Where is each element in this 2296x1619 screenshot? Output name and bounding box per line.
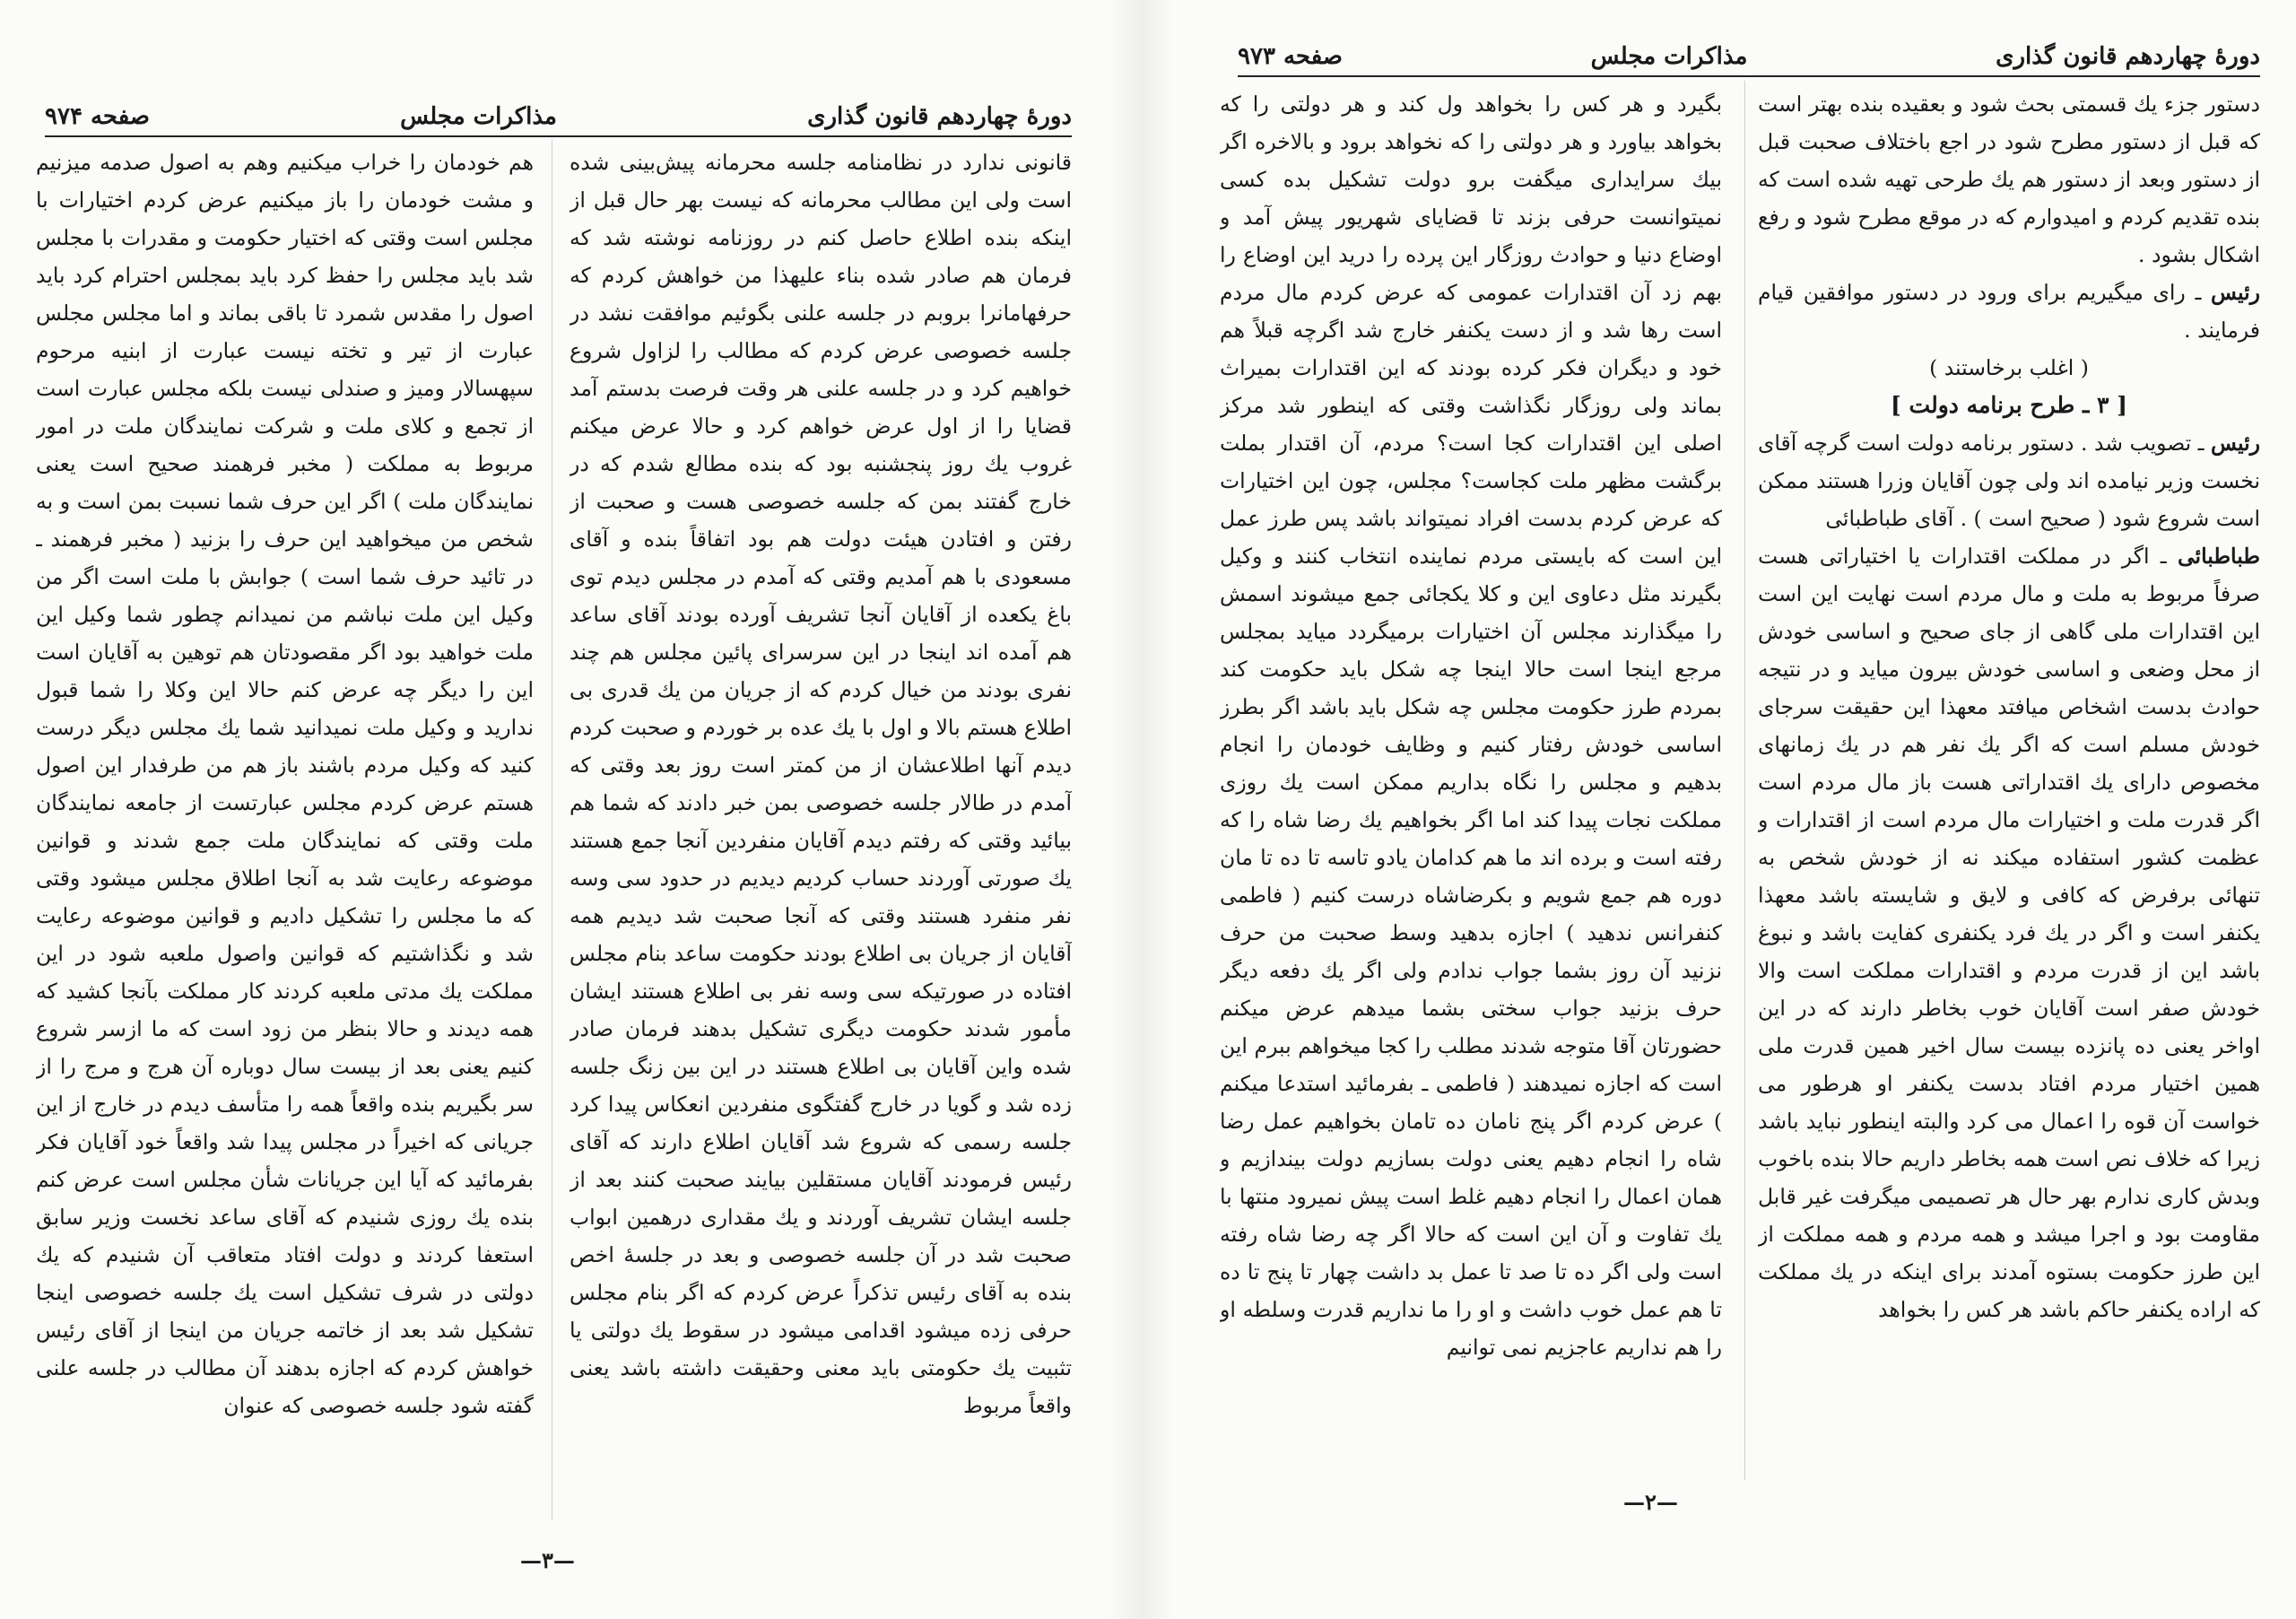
page-header — [45, 76, 1072, 130]
paragraph: بگیرد و هر کس را بخواهد ول کند و هر دولتی را که بخواهد بیاورد و هر دولتی را که نخواهد برود و بالاخره اگر بیك سرایداری میگفت برو دولت تشکیل بده کسی نمیتوانست حرفی بزند تا قضایای شهریور پیش آمد و اوضاع دنیا و حوادث روزگار این پرده را درید این اوضاع را بهم زد آن اقتدارات عمومی که عرض کردم مال مردم است رها شد و از دست یکنفر خارج شد اگرچه قبلاً هم خود و دیگران فکر کرده بودند که این اقتدارات بمیراث بماند ولی روزگار نگذاشت وقتی که اینطور شد مرکز اصلی این اقتدارات کجا است؟ مردم، آن اقتدار بملت برگشت مظهر ملت کجاست؟ مجلس، چون این اختیارات که عرض کردم بدست افراد نمیتواند باشد پس طرز عمل این است که بایستی مردم نماینده انتخاب کنند و وکیل بگیرند مثل دعاوی این و کلا یکجائی جمع میشوند اسمش را میگذارند مجلس آن اختیارات برمیگردد میاید بمجلس مرجع اینجا است حالا اینجا چه شکل باید حکومت کند بمردم طرز حکومت مجلس چه شکل باید باشد اگر بطرز اساسی خودش رفتار کنیم و وظایف خودمان را انجام بدهیم و مجلس را نگاه بداریم ممکن است یك روزی مملکت نجات پیدا کند اما اگر بخواهیم یك رضا شاه را که رفته است و برده اند ما هم کدامان یادو تاسه تا ده تا مان دوره هم جمع شویم و بکرضاشاه درست کنیم ( فاطمی کنفرانس ندهید ) اجازه بدهید وسط صحبت من حرف نزنید آن روز بشما جواب ندادم ولی اگر یك دفعه دیگر حرف بزنید جواب سختی بشما میدهم عرض میکنم حضورتان آقا متوجه شدند مطلب را کجا میخواهم ببرم این است که اجازه نمیدهند ( فاطمی ـ بفرمائید استدعا میکنم ) عرض کردم اگر پنج نامان ده تامان بخواهیم عمل رضا شاه را انجام دهیم یعنی دولت بسازیم دولت بیندازیم و همان اعمال را انجام دهیم غلط است پیش نمیرود منتها با یك تفاوت و آن این است که حالا اگر چه رضا شاه رفته است ولی اگر ده تا صد تا عمل بد داشت چهار تا پنج تا ده تا هم عمل خوب داشت و او را ما نداریم قدرت وسلطه او را هم نداریم عاجزیم نمی توانیم — [1220, 91, 1722, 1360]
header-rule — [1238, 75, 2260, 77]
paragraph: دستور جزء یك قسمتی بحث شود و بعقیده بنده بهتر است که قبل از دستور مطرح شود در اجع باختلاف صحبت قبل از دستور وبعد از دستور هم یك طرحی تهیه شده است که بنده تقدیم کردم و امیدوارم که در موقع مطرح شود و رفع اشکال بشود . — [1758, 91, 2260, 267]
speaker-name: رئیس — [2211, 280, 2260, 305]
text-column-right — [1758, 85, 2260, 1471]
page-folio: —۲— — [1623, 1489, 1678, 1515]
page-973 — [1175, 0, 2296, 1619]
vote-paragraph — [1758, 274, 2260, 349]
page-974 — [0, 0, 1108, 1619]
page-number: صفحه ۹۷۳ — [1238, 43, 1343, 70]
page-number: صفحه ۹۷۴ — [45, 103, 150, 130]
paragraph: قانونی ندارد در نظامنامه جلسه محرمانه پیش‌بینی شده است ولی این مطالب محرمانه که نیست بهر حال قبل از اینکه بنده اطلاع حاصل کنم در روزنامه نوشته شد که فرمان هم صادر شده بناء علیهذا من خواهش کردم که حرفهامانرا بروبم در جلسه علنی بگوئیم موافقت نشد در جلسه خصوصی عرض کردم که مطالب را لزاول شروع خواهیم کرد و در جلسه علنی هر وقت فرصت بدستم آمد قضایا را از اول عرض خواهم کرد و حالا عرض میکنم غروب یك روز پنجشنبه بود که بنده مطالع شدم که در خارج گفتند بمن که جلسه خصوصی هست و صحبت از رفتن و افتادن هیئت دولت هم بود اتفاقاً بنده و آقای مسعودی با هم آمدیم وقتی که آمدم در مجلس دیدم توی باغ یکعده از آقایان آنجا تشریف آورده بودند آقای ساعد هم آمده اند اینجا در این سرسرای پائین مجلس هم چند نفری بودند من خیال کردم که از جریان من یك قدری بی اطلاع هستم بالا و اول با یك عده بر خوردم و صحبت کردم دیدم آنها اطلاعشان از من کمتر است روز بعد وقتی که آمدم در طالار جلسه خصوصی بمن خبر دادند که شما هم بیائید وقتی که رفتم دیدم آقایان منفردین آنجا جمع هستند یك صورتی آوردند حساب کردیم دیدیم در حدود سی وسه نفر منفرد هستند وقتی که آنجا صحبت شد دیدیم همه آقایان از جریان بی اطلاع بودند حکومت ساعد بنام مجلس افتاده در صورتیکه سی وسه نفر بی اطلاع هستند ایشان مأمور شدند حکومت دیگری تشکیل بدهند فرمان صادر شده واین آقایان بی اطلاع هستند در این بین زنگ جلسه زده شد و گویا در خارج گفتگوی منفردین انعکاس پیدا کرد جلسه رسمی که شروع شد آقایان اطلاع دارند که آقای رئیس فرمودند آقایان مستقلین بیایند صحبت کنند بعد از جلسه ایشان تشریف آوردند و یك مقداری درهمین ابواب صحبت شد در آن جلسه خصوصی و بعد در جلسهٔ اخص بنده به آقای رئیس تذکراً عرض کردم که اگر بنام مجلس حرفی زده میشود اقدامی میشود در سقوط یك دولتی یا تثبیت یك حکومتی باید معنی وحقیقت داشته باشد یعنی واقعاً مربوط — [570, 150, 1072, 1418]
column-divider — [1744, 81, 1745, 1480]
page-header — [1238, 16, 2260, 70]
text-column-left — [1220, 85, 1722, 1471]
stage-direction: ( اغلب برخاستند ) — [1929, 355, 2089, 380]
speaker-name: رئیس — [2211, 431, 2260, 456]
publication-title: مذاکرات مجلس — [400, 103, 557, 130]
session-title: دورهٔ چهاردهم قانون گذاری — [1996, 43, 2260, 70]
speech-text: ـ تصویب شد . دستور برنامه دولت است گرچه آقای نخست وزیر نیامده اند ولی چون آقایان وزرا هستند ممکن است شروع شود ( صحیح است ) . آقای طباطبائی — [1758, 431, 2260, 531]
speech-paragraph — [1758, 537, 2260, 1328]
session-title: دورهٔ چهاردهم قانون گذاری — [807, 103, 1072, 130]
speaker-name: طباطبائی — [2177, 544, 2260, 569]
speech-text: ـ رای میگیریم برای ورود در دستور موافقین قیام فرمایند . — [1758, 280, 2260, 343]
section-heading: [ ۳ ـ طرح برنامه دولت ] — [1891, 392, 2127, 418]
speech-text: ـ اگر در مملکت اقتدارات یا اختیاراتی هست صرفاً مربوط به ملت و مال مردم است نهایت این است این اقتدارات ملی گاهی از جای صحیح و اساسی خودش از محل وضعی و اساسی خودش بیرون میاید و در نتیجه حوادث بدست اشخاص میافتد معهذا این حقیقت سرجای خودش مسلم است که اگر یك نفر هم در یك زمانهای مخصوص دارای یك اقتداراتی هست باز مال مردم است اگر قدرت ملت و اختیارات مال مردم است از اقتدارات و عظمت کشور استفاده میکند نه از خودش شخص به تنهائی برفرض که کافی و لایق و شایسته باشد معهذا یکنفر است و اگر در یك فرد یکنفری کفایت باشد و نبوغ باشد این از قدرت مردم و اقتدارات مملکت است والا خودش صفر است آقایان خوب بخاطر دارند که در این اواخر یعنی ده پانزده بیست سال اخیر همین قدرت ملی همین اختیار مردم افتاد بدست یکنفر او هرطور می خواست آن قوه را اعمال می کرد والبته اینطور نباید باشد زیرا که خلاف نص است همه بخاطر داریم حالا بنده باخوب وبدش کاری ندارم بهر حال هر تصمیمی میگرفت غیر قابل مقاومت بود و اجرا میشد و همه مردم و همه مملکت از این طرز حکومت بستوه آمدند برای اینکه در یك مملکت که اراده یکنفر حاکم باشد هر کس را بخواهد — [1758, 544, 2260, 1322]
speech-paragraph — [1758, 424, 2260, 537]
page-folio: —۳— — [520, 1547, 575, 1573]
paragraph: هم خودمان را خراب میکنیم وهم به اصول صدمه میزنیم و مشت خودمان را باز میکنیم عرض کردم اختیارات با مجلس است وقتی که اختیار حکومت و مقدرات با مجلس شد باید مجلس را حفظ کرد باید بمجلس احترام کرد باید اصول را مقدس شمرد تا باقی بماند و اما مجلس مجلس عبارت از تیر و تخته نیست عبارت از ابنیه مرحوم سپهسالار ومیز و صندلی نیست بلکه مجلس عبارت است از تجمع و کلای ملت و شرکت نمایندگان ملت در امور مربوط به مملکت ( مخبر فرهمند صحیح است یعنی نمایندگان ملت ) اگر این حرف شما نسبت بمن است و به شخص من میخواهید این حرف را بزنید ( مخبر فرهمند ـ در تائید حرف شما است ) جوابش با ملت است اگر من وکیل این ملت نباشم من نمیدانم چطور شما وکیل این ملت خواهید بود اگر مقصودتان هم توهین به آقایان است این را دیگر چه عرض کنم حالا این وکلا را شما قبول ندارید و وکیل ملت نمیدانید شما یك مجلس دیگر درست کنید که وکیل مردم باشند باز هم من طرفدار این اصول هستم عرض کردم مجلس عبارتست از جامعه نمایندگان ملت وقتی که نمایندگان ملت جمع شدند و قوانین موضوعه رعایت شد به آنجا اطلاق مجلس میشود وقتی که ما مجلس را تشکیل دادیم و قوانین موضوعه رعایت شد و نگذاشتیم که قوانین واصول ملعبه شود در این مملکت یك مدتی ملعبه کردند کار مملکت بآنجا کشید که همه دیدند و حالا بنظر من زود است که ما ازسر شروع کنیم یعنی بعد از بیست سال دوباره آن هرج و مرج را از سر بگیریم بنده واقعاً همه را متأسف دیدم در خارج از این جریانی که اخیراً در مجلس پیدا شد واقعاً خود آقایان فکر بفرمائید که آیا این جریانات شأن مجلس است عرض کنم بنده یك روزی شنیدم که آقای ساعد نخست وزیر سابق استعفا کردند و دولت افتاد متعاقب آن شنیدم که یك دولتی در شرف تشکیل است یك جلسه خصوصی اینجا تشکیل شد بعد از خاتمه جریان من اینجا از آقای رئیس خواهش کردم که اجازه بدهند آن مطالب در جلسه علنی گفته شود جلسه خصوصی که عنوان — [36, 150, 534, 1418]
header-rule — [45, 135, 1072, 137]
text-column-left — [36, 144, 534, 1525]
publication-title: مذاکرات مجلس — [1590, 43, 1748, 70]
book-gutter — [1110, 0, 1173, 1619]
text-column-right — [570, 144, 1072, 1525]
